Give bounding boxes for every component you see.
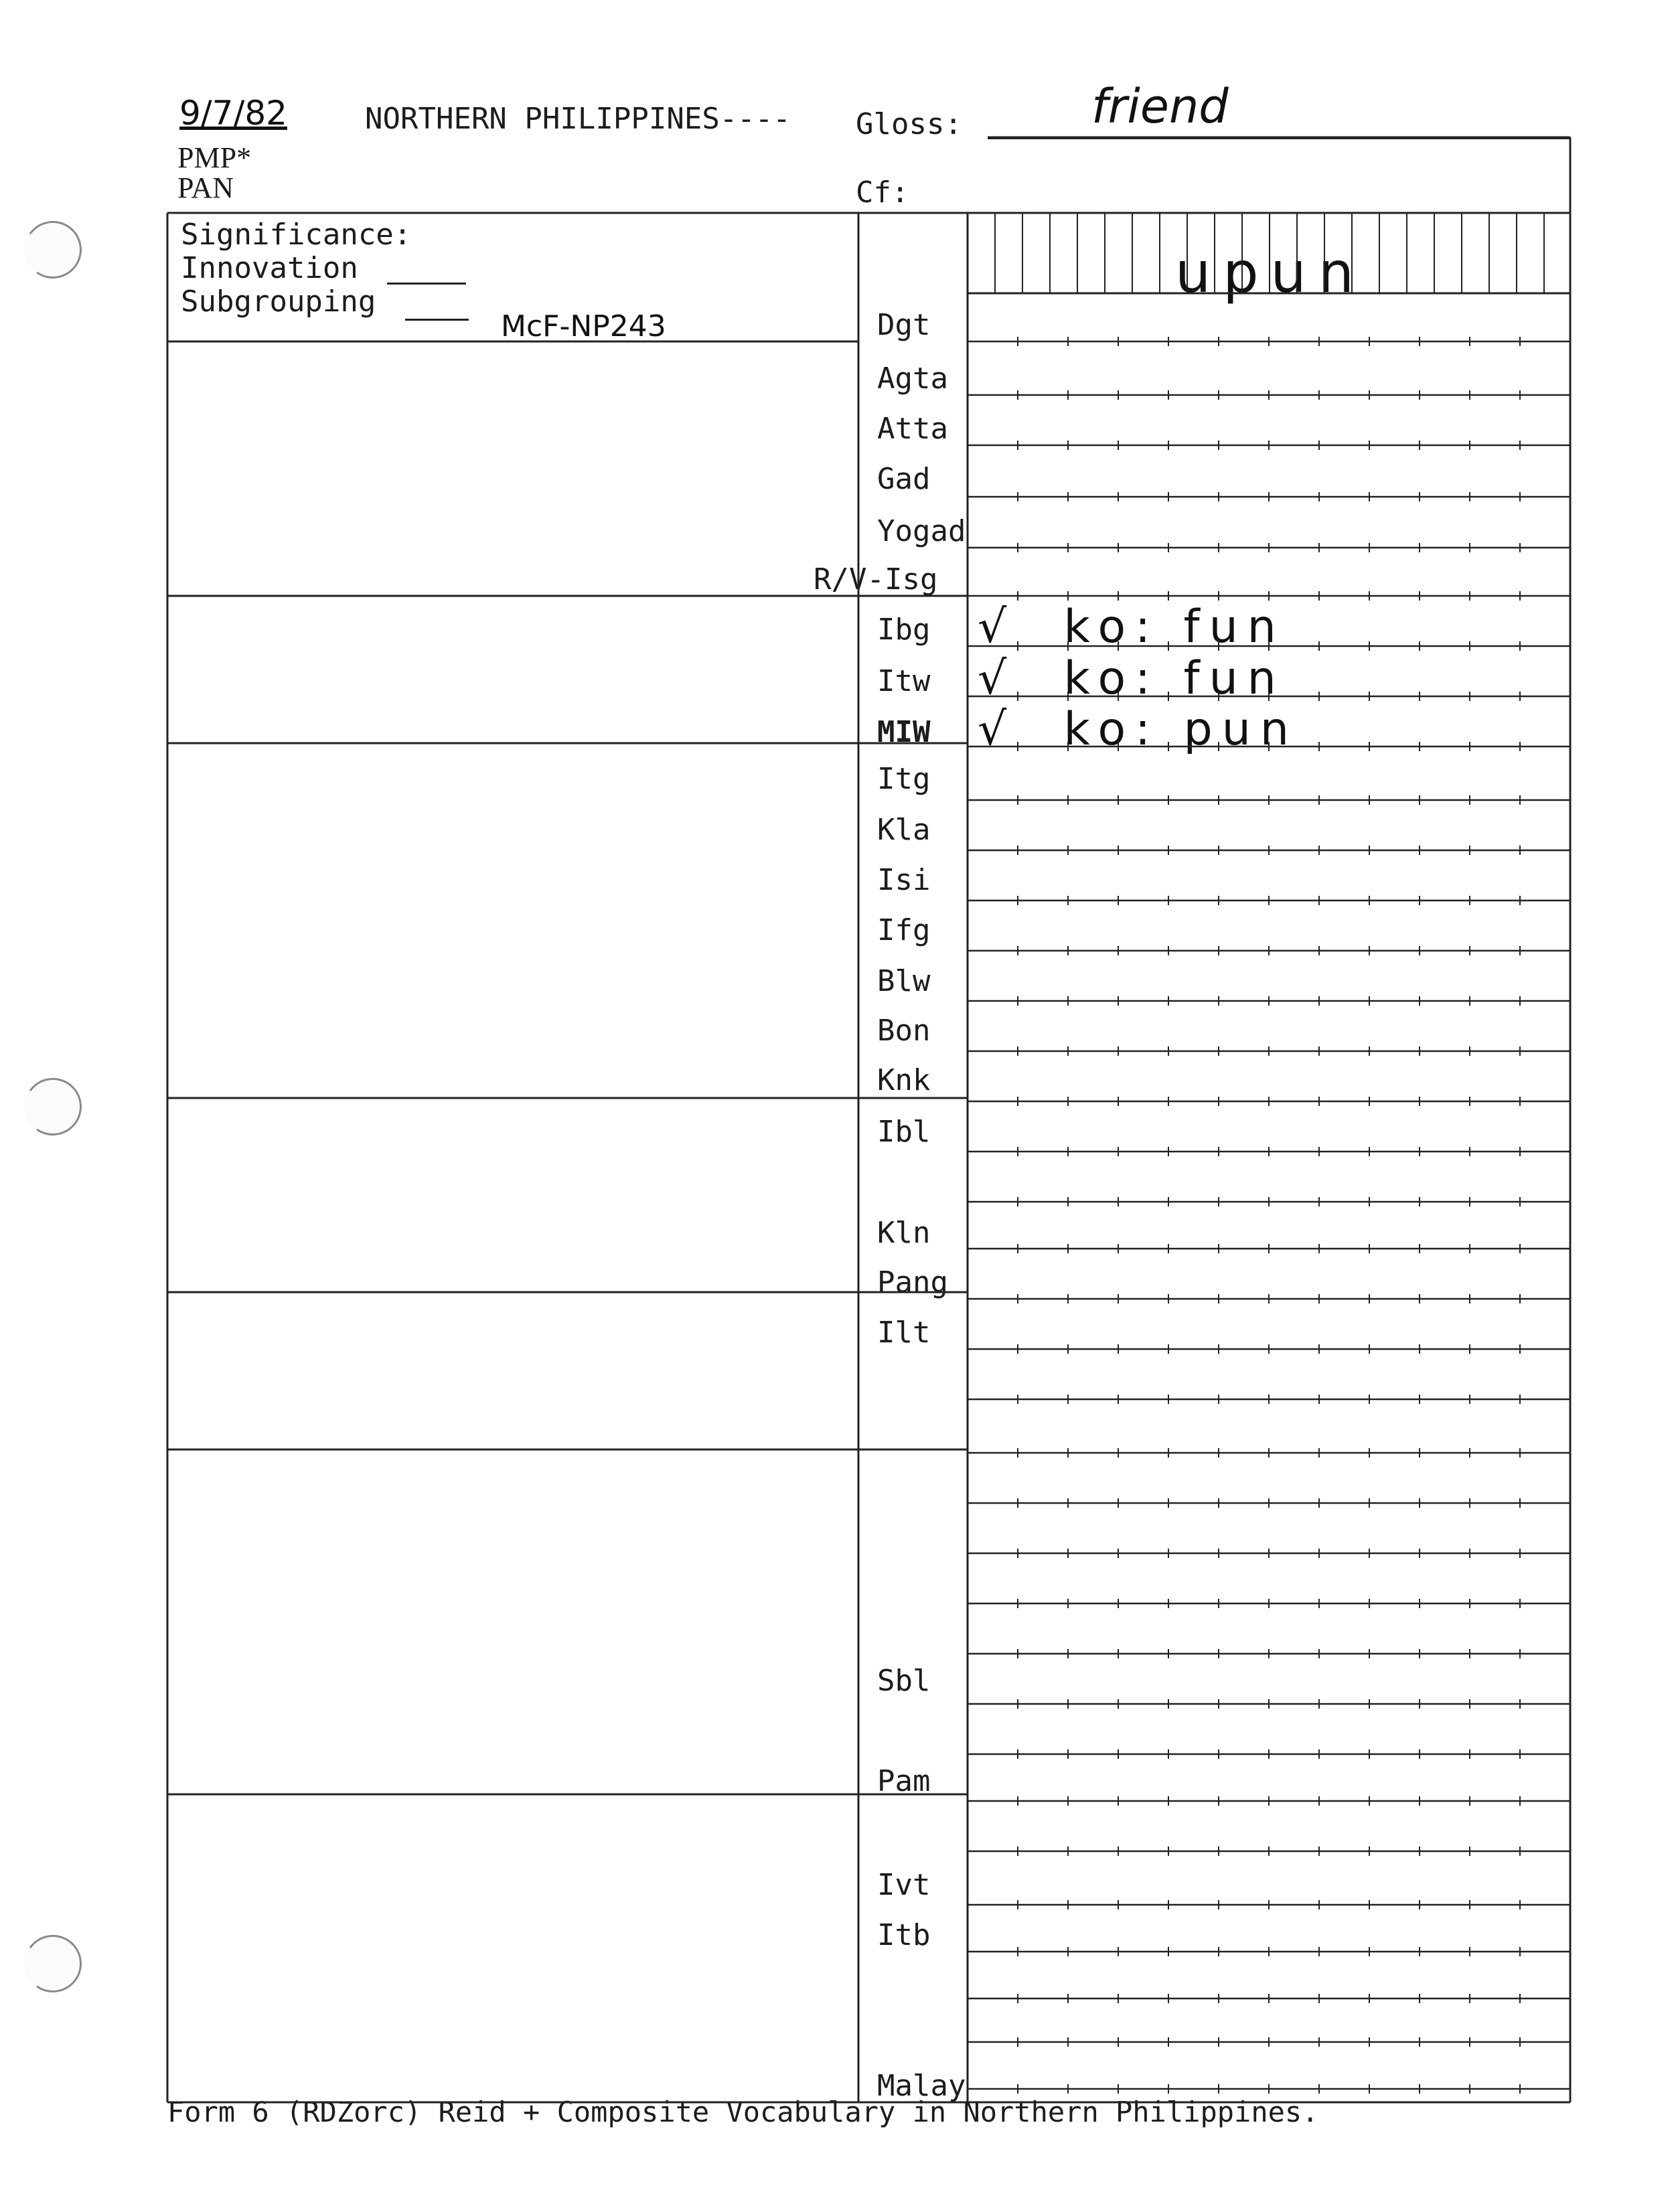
language-label-kla: Kla [877,813,931,847]
language-label-kln: Kln [877,1216,931,1250]
language-entry-ibg[interactable]: √ ko: fun [978,601,1286,653]
language-label-itg: Itg [877,762,931,796]
pmp-label: PMP* [177,141,252,174]
language-entry-itw[interactable]: √ ko: fun [978,652,1286,705]
language-label-ilt: Ilt [877,1316,931,1350]
language-label-atta: Atta [877,412,948,446]
language-label-bon: Bon [877,1014,931,1048]
language-label-ibl: Ibl [877,1115,931,1149]
language-label-malay: Malay [877,2069,966,2103]
top-form[interactable]: upun [1175,240,1367,305]
language-label-knk: Knk [877,1063,931,1097]
date: 9/7/82 [179,94,287,133]
language-label-ifg: Ifg [877,913,931,947]
pan-label: PAN [177,171,234,204]
language-label-miw: MIW [877,715,931,749]
language-entry-miw[interactable]: √ ko: pun [978,703,1299,756]
language-label-yogad: Yogad [877,514,966,548]
footer-caption: Form 6 (RDZorc) Reid + Composite Vocabulary in Northern Philippines. [167,2096,1319,2128]
language-label-isi: Isi [877,863,931,897]
language-label-agta: Agta [877,362,948,396]
language-label-dgt: Dgt [877,308,931,342]
gloss-label: Gloss: [856,107,962,141]
gloss-value[interactable]: friend [1091,79,1229,134]
language-label-blw: Blw [877,964,931,998]
cf-label: Cf: [856,175,909,210]
language-label-itw: Itw [877,664,931,698]
language-label-ibg: Ibg [877,613,931,647]
subgrouping-label: Subgrouping [181,285,376,319]
language-label-ivt: Ivt [877,1868,931,1902]
reference-code: McF-NP243 [501,309,666,343]
language-label-pam: Pam [877,1764,931,1798]
language-label-pang: Pang [877,1265,948,1300]
language-label-r-v-isg: R/V-Isg [814,562,938,597]
language-label-itb: Itb [877,1918,931,1952]
form-title: NORTHERN PHILIPPINES---- [365,102,791,136]
language-label-gad: Gad [877,462,931,496]
innovation-label: Innovation [181,251,358,285]
significance-label: Significance: [181,218,412,252]
language-label-sbl: Sbl [877,1664,931,1698]
